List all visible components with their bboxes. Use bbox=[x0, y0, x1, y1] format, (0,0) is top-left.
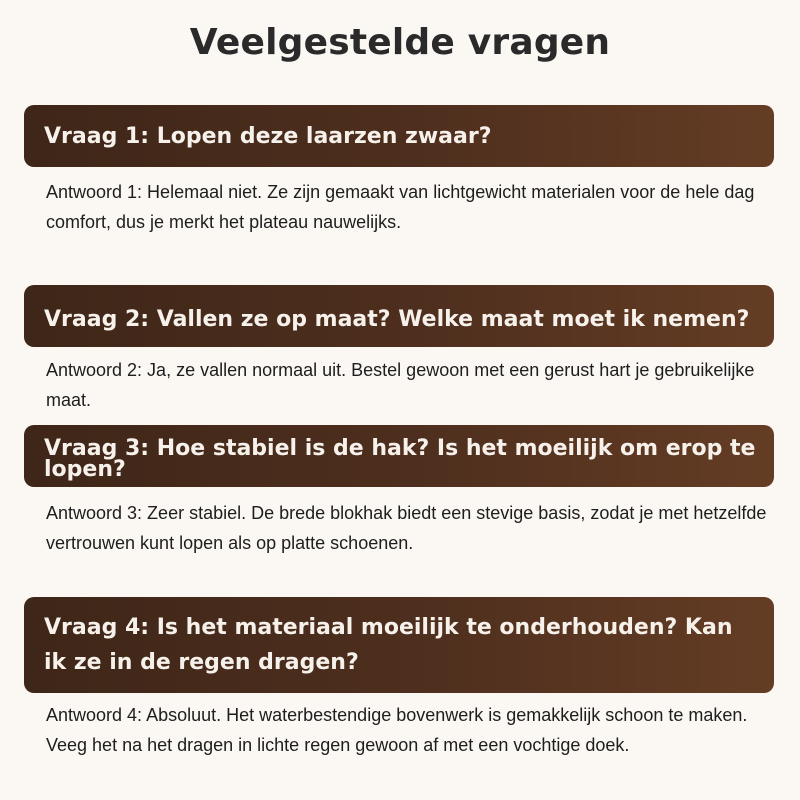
faq-question-3-label: Vraag 3: Hoe stabiel is de hak? Is het moeilijk om erop te lopen? bbox=[44, 436, 756, 482]
faq-answer-2: Antwoord 2: Ja, ze vallen normaal uit. Bestel gewoon met een gerust hart je gebruikelijke maat. bbox=[46, 360, 755, 410]
faq-question-3[interactable] bbox=[24, 425, 774, 487]
faq-question-1[interactable] bbox=[24, 105, 774, 167]
faq-question-4-label: Vraag 4: Is het materiaal moeilijk te onderhouden? Kan ik ze in de regen dragen? bbox=[44, 615, 733, 675]
faq-answer-1: Antwoord 1: Helemaal niet. Ze zijn gemaakt van lichtgewicht materialen voor de hele dag comfort, dus je merkt het plateau nauwelijks. bbox=[46, 182, 755, 232]
faq-answer-4: Antwoord 4: Absoluut. Het waterbestendige bovenwerk is gemakkelijk schoon te maken. Veeg het na het dragen in lichte regen gewoon af met een vochtige doek. bbox=[46, 705, 748, 755]
faq-question-4[interactable] bbox=[24, 597, 774, 693]
faq-question-2[interactable] bbox=[24, 285, 774, 347]
faq-answer-3: Antwoord 3: Zeer stabiel. De brede blokhak biedt een stevige basis, zodat je met hetzelfde vertrouwen kunt lopen als op platte schoenen. bbox=[46, 503, 767, 553]
faq-question-1-label: Vraag 1: Lopen deze laarzen zwaar? bbox=[44, 123, 492, 149]
faq-question-2-label: Vraag 2: Vallen ze op maat? Welke maat moet ik nemen? bbox=[44, 306, 750, 332]
page-title: Veelgestelde vragen bbox=[189, 22, 611, 63]
